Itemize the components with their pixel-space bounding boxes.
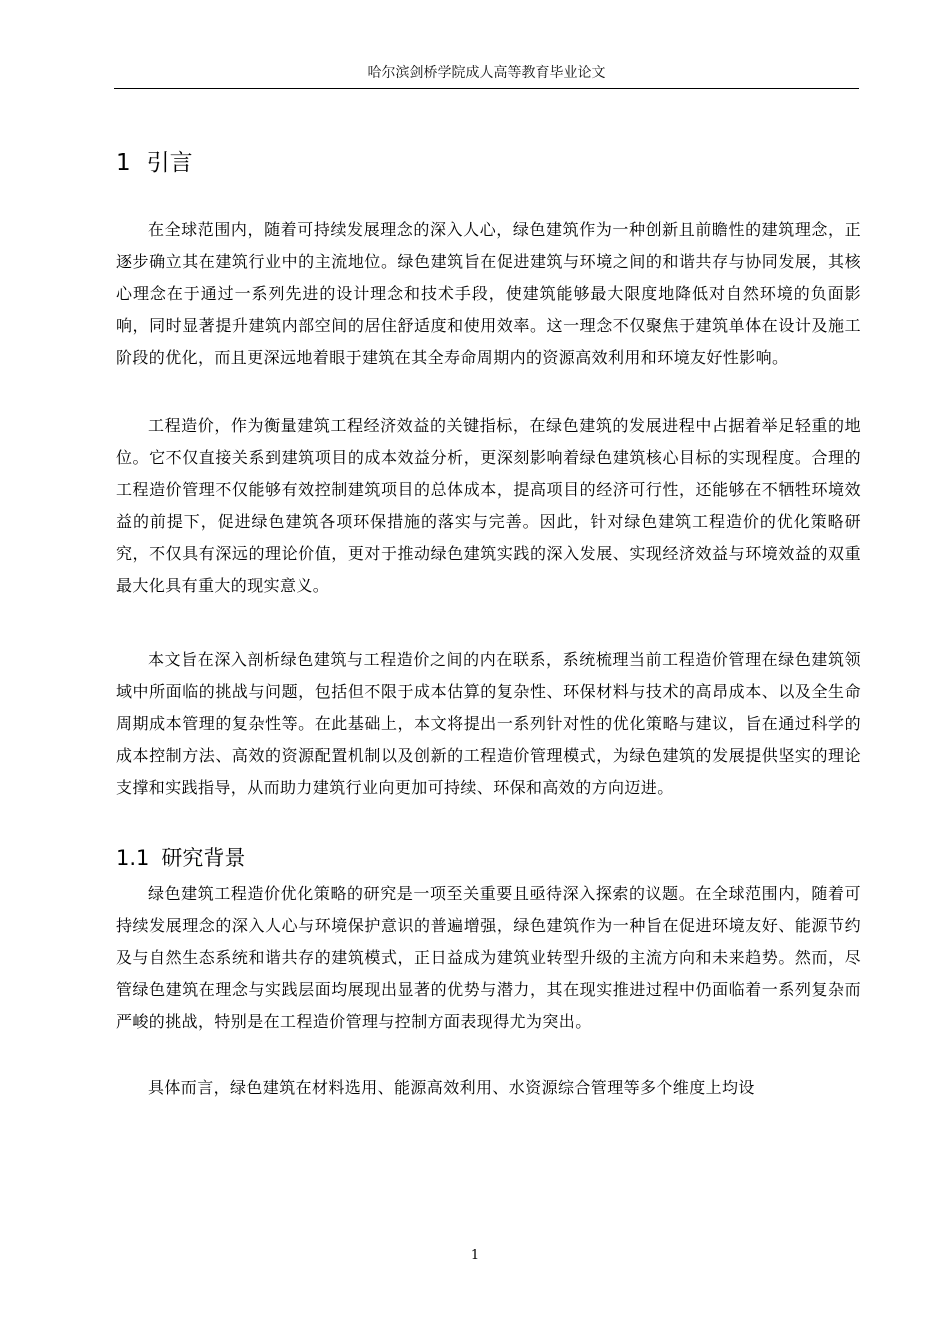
page-number: 1 bbox=[470, 1248, 480, 1263]
paragraph-intro-1: 在全球范围内，随着可持续发展理念的深入人心，绿色建筑作为一种创新且前瞻性的建筑理念，正逐步确立其在建筑行业中的主流地位。绿色建筑旨在促进建筑与环境之间的和谐共存与协同发展，其核心理念在于通过一系列先进的设计理念和技术手段，使建筑能够最大限度地降低对自然环境的负面影响，同时显著提升建筑内部空间的居住舒适度和使用效率。这一理念不仅聚焦于建筑单体在设计及施工阶段的优化，而且更深远地着眼于建筑在其全寿命周期内的资源高效利用和环境友好性影响。 bbox=[116, 220, 861, 367]
paragraph-background-2: 具体而言，绿色建筑在材料选用、能源高效利用、水资源综合管理等多个维度上均设 bbox=[148, 1078, 755, 1097]
section-number: 1.1 bbox=[116, 846, 150, 870]
chapter-number: 1 bbox=[116, 150, 131, 176]
chapter-title: 引言 bbox=[146, 150, 193, 176]
header-divider bbox=[114, 88, 859, 89]
paragraph-intro-2: 工程造价，作为衡量建筑工程经济效益的关键指标，在绿色建筑的发展进程中占据着举足轻重的地位。它不仅直接关系到建筑项目的成本效益分析，更深刻影响着绿色建筑核心目标的实现程度。合理的工程造价管理不仅能够有效控制建筑项目的总体成本，提高项目的经济可行性，还能够在不牺牲环境效益的前提下，促进绿色建筑各项环保措施的落实与完善。因此，针对绿色建筑工程造价的优化策略研究，不仅具有深远的理论价值，更对于推动绿色建筑实践的深入发展、实现经济效益与环境效益的双重最大化具有重大的现实意义。 bbox=[116, 416, 861, 595]
page-header: 哈尔滨剑桥学院成人高等教育毕业论文 bbox=[367, 65, 606, 81]
chapter-heading bbox=[116, 146, 193, 180]
section-title: 研究背景 bbox=[161, 846, 246, 870]
section-heading bbox=[116, 842, 245, 874]
paragraph-intro-3: 本文旨在深入剖析绿色建筑与工程造价之间的内在联系，系统梳理当前工程造价管理在绿色建筑领域中所面临的挑战与问题，包括但不限于成本估算的复杂性、环保材料与技术的高昂成本、以及全生命周期成本管理的复杂性等。在此基础上，本文将提出一系列针对性的优化策略与建议，旨在通过科学的成本控制方法、高效的资源配置机制以及创新的工程造价管理模式，为绿色建筑的发展提供坚实的理论支撑和实践指导，从而助力建筑行业向更加可持续、环保和高效的方向迈进。 bbox=[116, 650, 861, 797]
paragraph-background-1: 绿色建筑工程造价优化策略的研究是一项至关重要且亟待深入探索的议题。在全球范围内，随着可持续发展理念的深入人心与环境保护意识的普遍增强，绿色建筑作为一种旨在促进环境友好、能源节约及与自然生态系统和谐共存的建筑模式，正日益成为建筑业转型升级的主流方向和未来趋势。然而，尽管绿色建筑在理念与实践层面均展现出显著的优势与潜力，其在现实推进过程中仍面临着一系列复杂而严峻的挑战，特别是在工程造价管理与控制方面表现得尤为突出。 bbox=[116, 884, 861, 1031]
